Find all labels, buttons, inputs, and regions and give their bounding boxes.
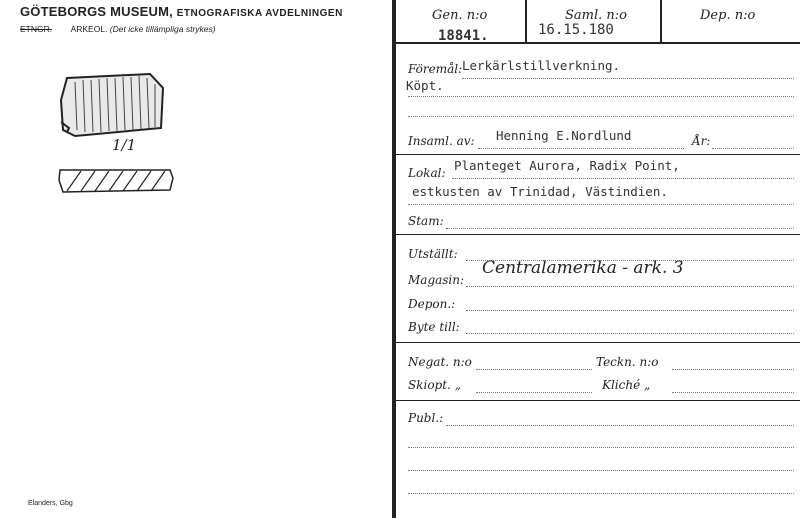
foremal-line-2 — [408, 96, 794, 97]
strike-note: (Det icke tillämpliga strykes) — [109, 24, 216, 34]
depon-label: Depon.: — [408, 297, 456, 311]
etngr-label: ETNGR. — [20, 24, 53, 34]
ar-label: År: — [692, 134, 711, 148]
ar-line — [712, 148, 794, 149]
divider-publ — [396, 400, 800, 401]
kliche-label: Kliché „ — [602, 378, 651, 392]
foremal-label: Föremål: — [408, 62, 463, 76]
lokal-label: Lokal: — [408, 166, 446, 180]
teckn-label: Teckn. n:o — [596, 355, 659, 369]
object-sketch-icon — [55, 70, 185, 200]
negat-line — [476, 369, 592, 370]
dep-label: Dep. n:o — [700, 8, 756, 23]
negat-label: Negat. n:o — [408, 355, 472, 369]
magasin-line — [466, 286, 794, 287]
skiopt-line — [476, 392, 592, 393]
divider-negat — [396, 342, 800, 343]
museum-name: GÖTEBORGS MUSEUM, — [20, 4, 173, 19]
teckn-line — [672, 369, 794, 370]
stam-label: Stam: — [408, 214, 444, 228]
arkeol-label: ARKEOL. — [70, 24, 108, 34]
divider-lokal — [396, 154, 800, 155]
foremal-value-2: Köpt. — [406, 78, 444, 93]
saml-value: 16.15.180 — [538, 22, 614, 38]
byte-line — [466, 333, 794, 334]
foremal-value: Lerkärlstillverkning. — [462, 58, 621, 73]
section-line — [20, 24, 216, 34]
publ-line-1 — [446, 425, 794, 426]
lokal-value-2: estkusten av Trinidad, Västindien. — [412, 184, 668, 199]
kliche-line — [672, 392, 794, 393]
divider-utstallt — [396, 234, 800, 235]
saml-label: Saml. n:o — [565, 8, 627, 23]
lokal-line-2 — [408, 204, 794, 205]
utstallt-label: Utställt: — [408, 247, 458, 261]
foremal-line-1 — [462, 78, 794, 79]
skiopt-label: Skiopt. „ — [408, 378, 461, 392]
magasin-label: Magasin: — [408, 273, 465, 287]
insaml-line — [478, 148, 684, 149]
panel-left-border — [392, 0, 396, 518]
publ-line-2 — [408, 447, 794, 448]
scale-label: 1/1 — [112, 136, 137, 154]
insaml-label: Insaml. av: — [408, 134, 475, 148]
gen-value: 18841. — [438, 28, 489, 44]
publ-label: Publ.: — [408, 411, 444, 425]
stam-line — [446, 228, 794, 229]
museum-header — [20, 4, 343, 19]
lokal-line-1 — [452, 178, 794, 179]
department-name: ETNOGRAFISKA AVDELNINGEN — [176, 8, 343, 19]
publ-line-4 — [408, 493, 794, 494]
foremal-line-3 — [408, 116, 794, 117]
col-divider-2 — [660, 0, 662, 42]
publ-line-3 — [408, 470, 794, 471]
depon-line — [466, 310, 794, 311]
gen-label: Gen. n:o — [432, 8, 488, 23]
insaml-value: Henning E.Nordlund — [496, 128, 632, 143]
col-divider-1 — [525, 0, 527, 42]
printer-mark: Elanders, Gbg — [28, 500, 73, 507]
lokal-value-1: Planteget Aurora, Radix Point, — [454, 158, 680, 173]
byte-label: Byte till: — [408, 320, 460, 334]
magasin-value: Centralamerika - ark. 3 — [482, 258, 684, 278]
